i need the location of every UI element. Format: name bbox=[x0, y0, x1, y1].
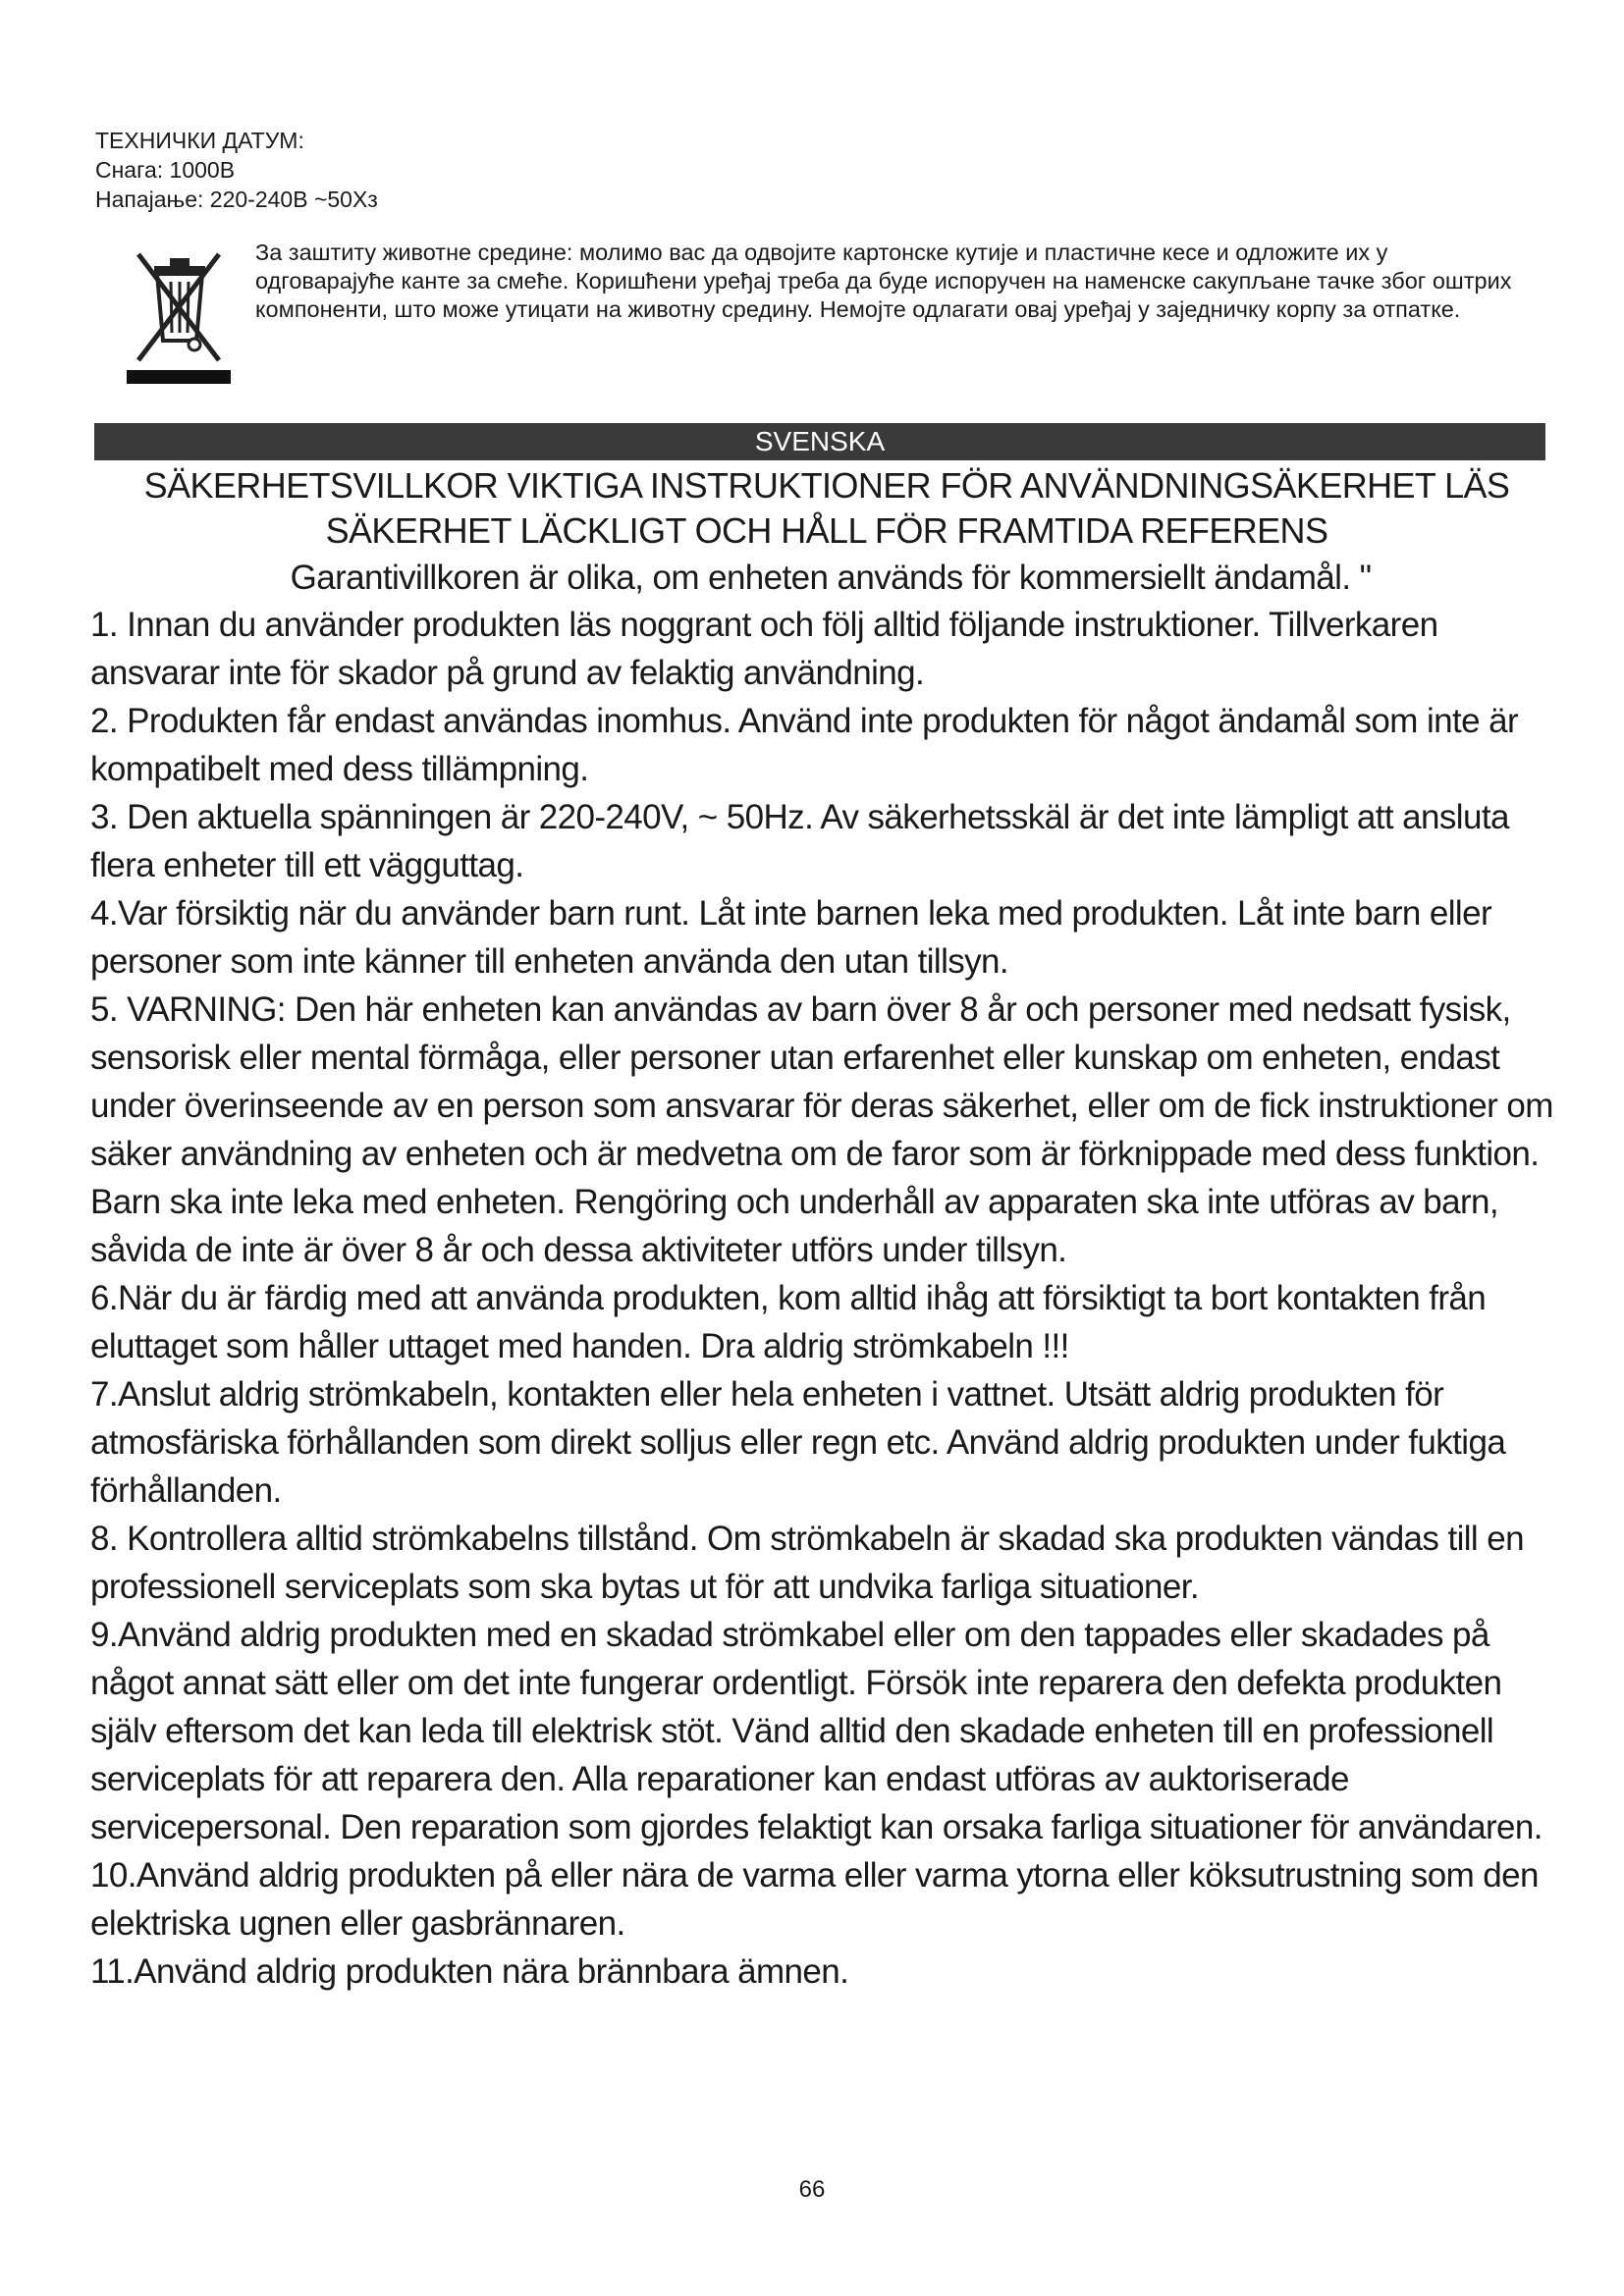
instruction-item: 6.När du är färdig med att använda produkten, kom alltid ihåg att försiktigt ta bort kontakten från eluttaget som håller uttaget med handen. Dra aldrig strömkabeln !!! bbox=[90, 1279, 1487, 1365]
technical-data-title: ТЕХНИЧКИ ДАТУМ: bbox=[95, 128, 304, 153]
weee-notice-text: За заштиту животне средине: молимо вас да одвојите картонске кутије и пластичне кесе и одложите их у одговарајуће канте за смеће. Коришћени уређај треба да буде испоручен на наменске сакупљане тачке због оштрих компоненти, што може утицати на животну средину. Немојте одлагати овај уређај у заједничку корпу за отпатке. bbox=[255, 240, 1512, 322]
crossed-out-wheelie-bin-icon bbox=[125, 239, 233, 386]
instruction-item: 1. Innan du använder produkten läs noggrant och följ alltid följande instruktioner. Tillverkaren ansvarar inte för skador på grund av felaktig användning. bbox=[90, 606, 1438, 692]
instruction-item: 8. Kontrollera alltid strömkabelns tillstånd. Om strömkabeln är skadad ska produkten vändas till en professionell serviceplats som ska bytas ut för att undvika farliga situationer. bbox=[90, 1520, 1524, 1606]
instruction-item: 11.Använd aldrig produkten nära brännbara ämnen. bbox=[90, 1952, 849, 1991]
warranty-note: Garantivillkoren är olika, om enheten används för kommersiellt ändamål. " bbox=[290, 559, 1372, 597]
instruction-item: 2. Produkten får endast användas inomhus. Använd inte produkten för något ändamål som inte är kompatibelt med dess tillämpning. bbox=[90, 702, 1519, 788]
instruction-item: 10.Använd aldrig produkten på eller nära de varma eller varma ytorna eller köksutrustning som den elektriska ugnen eller gasbrännaren. bbox=[90, 1856, 1539, 1943]
instruction-item: 4.Var försiktig när du använder barn runt. Låt inte barnen leka med produkten. Låt inte barn eller personer som inte känner till enheten använda den utan tillsyn. bbox=[90, 894, 1492, 981]
safety-heading-line1: SÄKERHETSVILLKOR VIKTIGA INSTRUKTIONER FÖR ANVÄNDNINGSÄKERHET LÄS bbox=[143, 465, 1510, 506]
technical-data-power: Снага: 1000В bbox=[95, 157, 236, 183]
instruction-item: 7.Anslut aldrig strömkabeln, kontakten eller hela enheten i vattnet. Utsätt aldrig produkten för atmosfäriska förhållanden som direkt solljus eller regn etc. Använd aldrig produkten under fuktiga förhållanden. bbox=[90, 1375, 1506, 1510]
instruction-item: 9.Använd aldrig produkten med en skadad strömkabel eller om den tappades eller skadades på något annat sätt eller om det inte fungerar ordentligt. Försök inte reparera den defekta produkten själv eftersom det kan leda till elektrisk stöt. Vänd alltid den skadade enheten till en professionell serviceplats för att reparera den. Alla reparationer kan endast utföras av auktoriserade servicepersonal. Den reparation som gjordes felaktigt kan orsaka farliga situationer för användaren. bbox=[90, 1616, 1543, 1846]
page-number: 66 bbox=[798, 2176, 826, 2203]
main-content bbox=[90, 463, 1563, 1996]
technical-data-supply: Напајање: 220-240В ~50Хз bbox=[95, 187, 378, 212]
safety-heading-line2: SÄKERHET LÄCKLIGT OCH HÅLL FÖR FRAMTIDA REFERENS bbox=[325, 510, 1328, 551]
technical-data bbox=[95, 126, 378, 214]
language-bar: SVENSKA bbox=[94, 423, 1545, 460]
instruction-list bbox=[90, 601, 1563, 1996]
instruction-item: 3. Den aktuella spänningen är 220-240V, ~ 50Hz. Av säkerhetsskäl är det inte lämpligt att ansluta flera enheter till ett vägguttag. bbox=[90, 798, 1509, 884]
instruction-item: 5. VARNING: Den här enheten kan användas av barn över 8 år och personer med nedsatt fysisk, sensorisk eller mental förmåga, eller personer utan erfarenhet eller kunskap om enheten, endast under överinseende av en person som ansvarar för deras säkerhet, eller om de fick instruktioner om säker användning av enheten och är medvetna om de faror som är förknippade med dess funktion. Barn ska inte leka med enheten. Rengöring och underhåll av apparaten ska inte utföras av barn, såvida de inte är över 8 år och dessa aktiviteter utförs under tillsyn. bbox=[90, 990, 1553, 1269]
